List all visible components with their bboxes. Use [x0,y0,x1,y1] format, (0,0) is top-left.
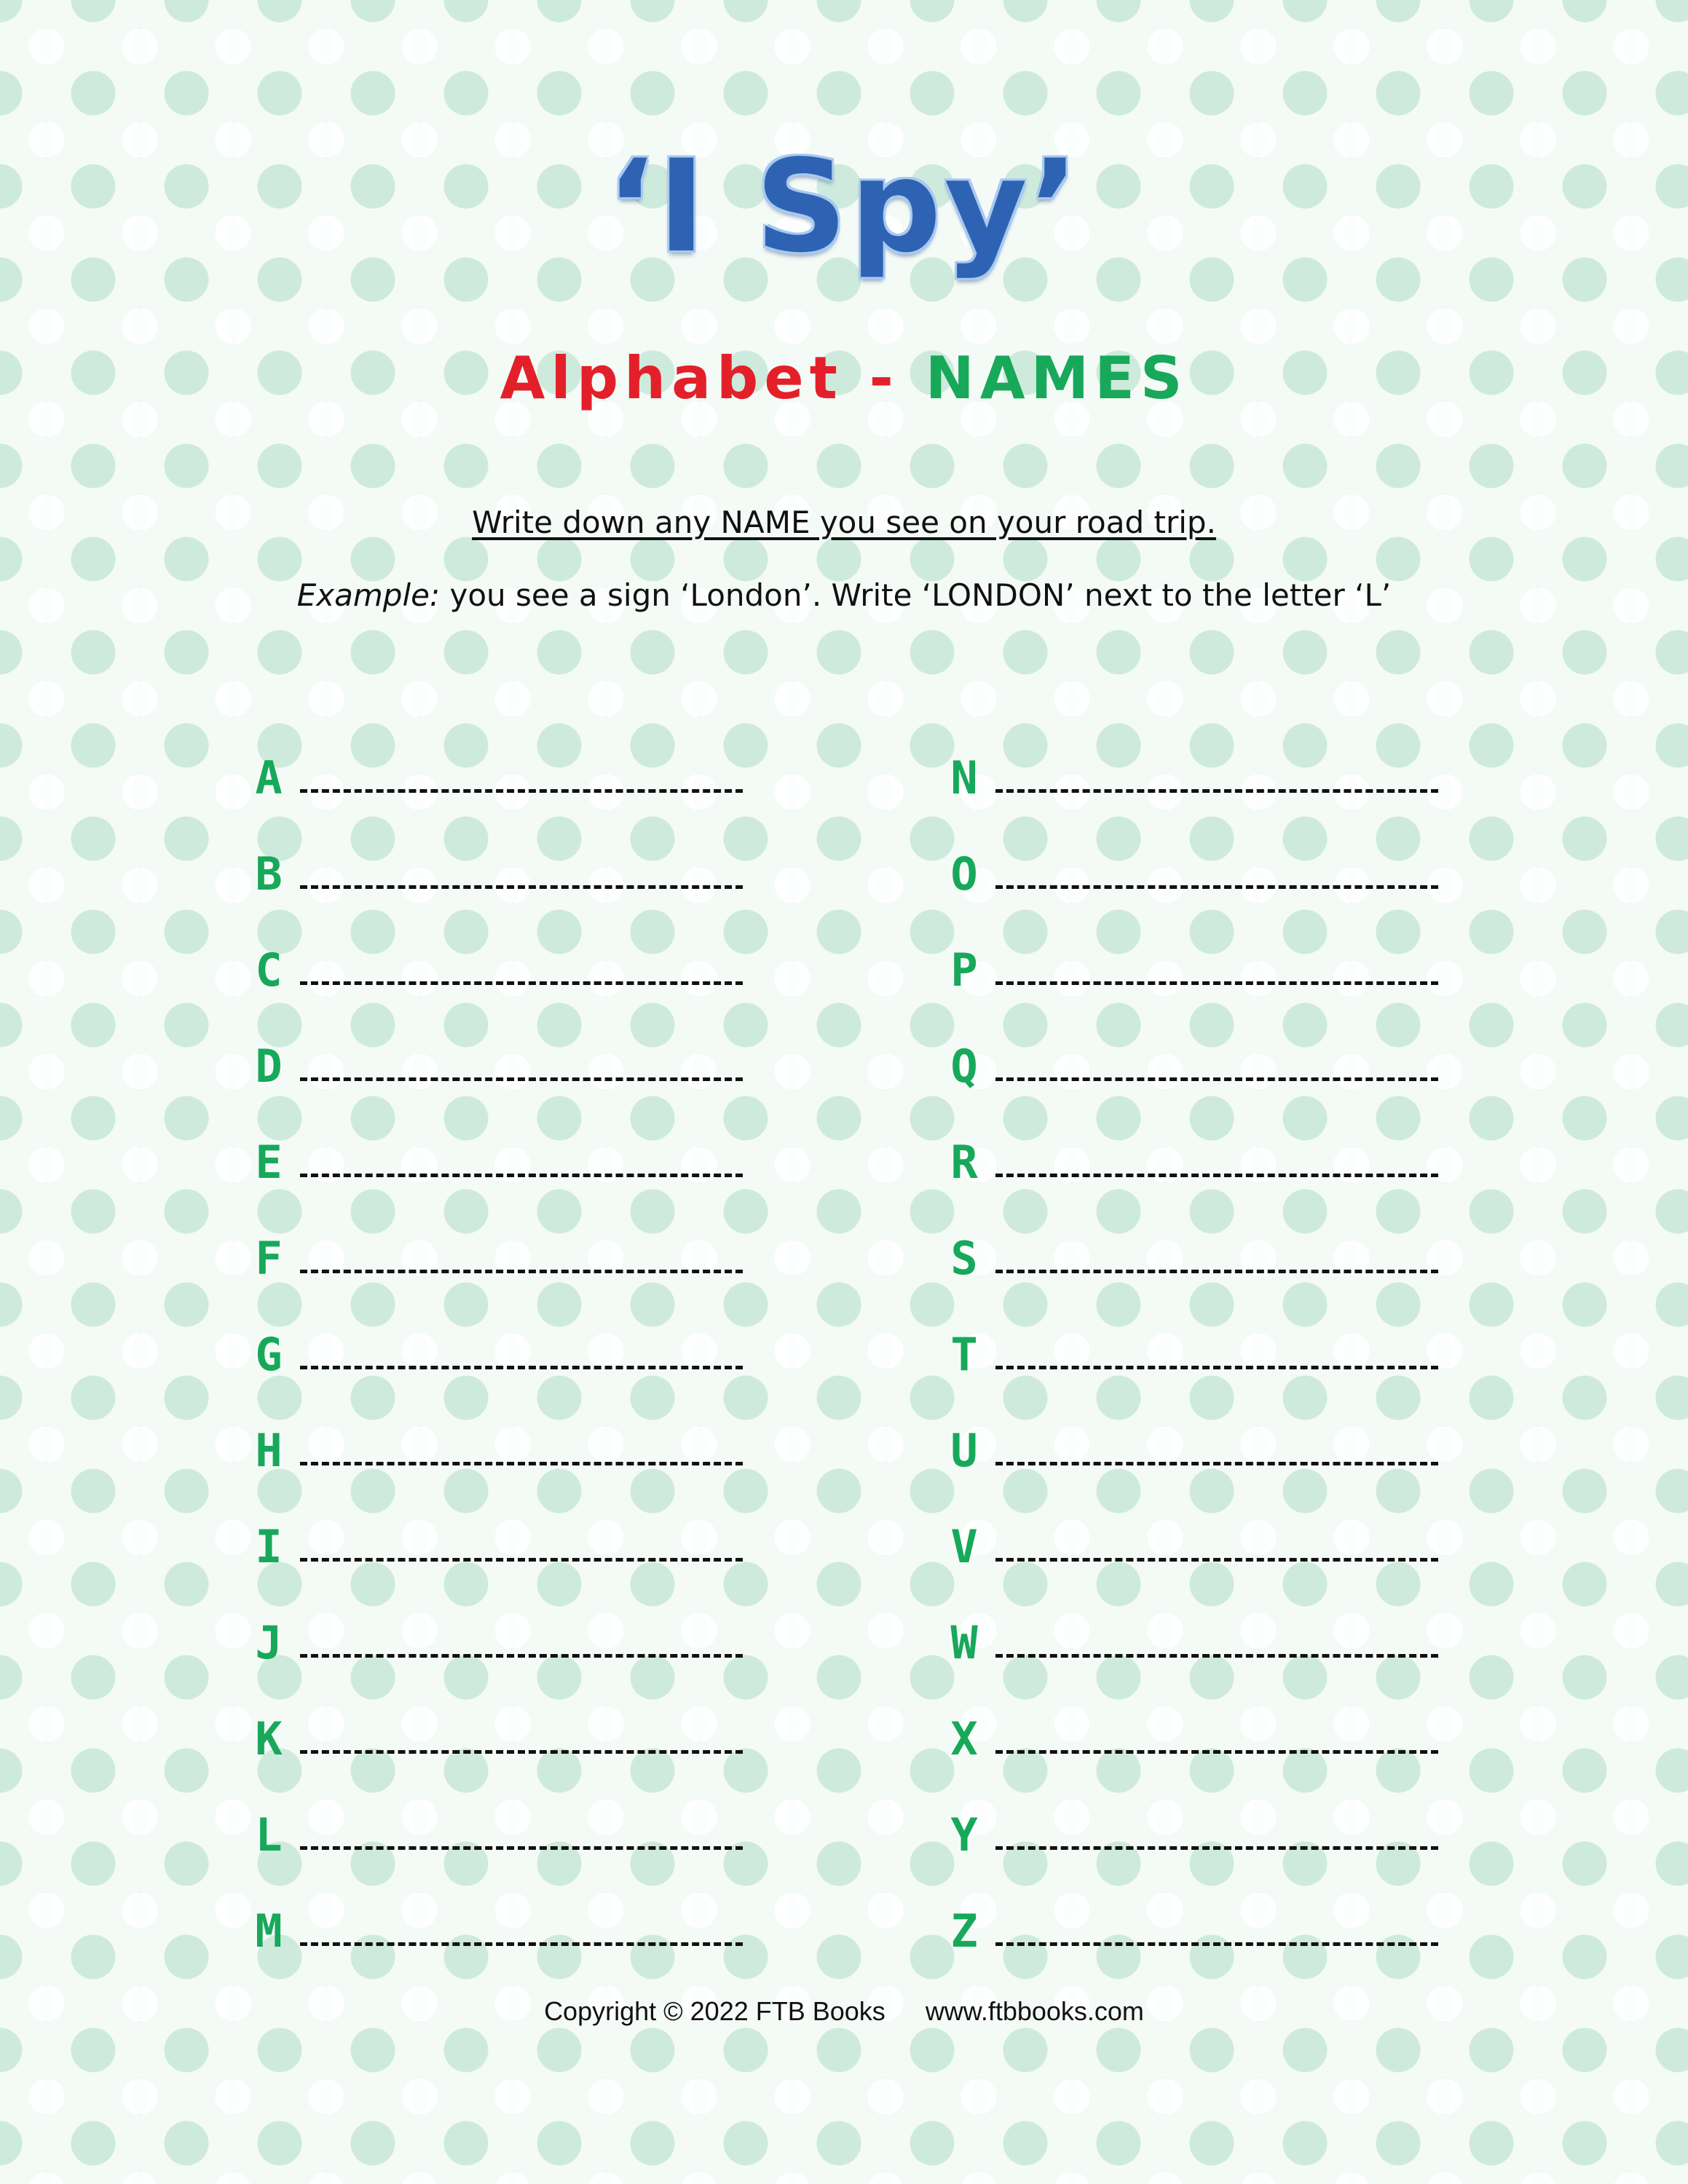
letter-label: G [255,1328,283,1381]
write-in-line[interactable] [300,1366,743,1369]
letter-row [936,1101,1460,1198]
letter-row [240,1870,765,1966]
letter-label: A [255,751,283,804]
website-link[interactable]: www.ftbbooks.com [925,1996,1144,2026]
letter-row [240,1198,765,1294]
letter-row [240,909,765,1005]
write-in-line[interactable] [300,1942,743,1946]
letter-row [240,1774,765,1870]
letter-label: J [255,1616,283,1669]
write-in-line[interactable] [995,1558,1438,1562]
instructions: Write down any NAME you see on your road trip. [472,505,1216,540]
write-in-line[interactable] [300,1558,743,1562]
letter-row [240,1678,765,1774]
write-in-line[interactable] [995,1462,1438,1465]
letter-label: S [950,1232,978,1285]
letter-row [240,717,765,813]
letter-label: V [950,1520,978,1573]
write-in-line[interactable] [300,1270,743,1273]
letter-label: R [950,1136,978,1189]
letter-label: L [255,1808,283,1861]
letter-label: E [255,1136,283,1189]
letter-row [936,813,1460,909]
page-subtitle [0,342,1688,415]
write-in-line[interactable] [995,885,1438,889]
letter-label: Q [950,1040,978,1093]
letters-column-left [240,717,765,1966]
write-in-line[interactable] [995,1750,1438,1754]
letter-row [240,1294,765,1390]
write-in-line[interactable] [300,1462,743,1465]
letter-row [936,1870,1460,1966]
letter-row [936,1678,1460,1774]
example-text [0,574,1688,617]
letter-label: Y [950,1808,978,1861]
letter-row [240,813,765,909]
letters-column-right [936,717,1460,1966]
letter-row [936,1198,1460,1294]
write-in-line[interactable] [995,1174,1438,1177]
letter-label: H [255,1424,283,1477]
letter-label: W [950,1616,978,1669]
letter-label: T [950,1328,978,1381]
copyright-text: Copyright © 2022 FTB Books [544,1996,886,2026]
letter-label: B [255,847,283,901]
write-in-line[interactable] [995,1942,1438,1946]
page-title: ‘I Spy’ [606,133,1082,281]
letter-label: Z [950,1904,978,1958]
write-in-line[interactable] [300,1077,743,1081]
letter-row [240,1582,765,1678]
letter-label: F [255,1232,283,1285]
letter-row [936,1774,1460,1870]
letter-row [240,1486,765,1582]
letter-label: M [255,1904,283,1958]
letter-label: X [950,1712,978,1765]
write-in-line[interactable] [300,981,743,985]
write-in-line[interactable] [995,1077,1438,1081]
letter-row [936,1005,1460,1101]
subtitle-alphabet: Alphabet - [500,344,926,412]
letter-row [936,1582,1460,1678]
letter-label: N [950,751,978,804]
letter-row [240,1005,765,1101]
write-in-line[interactable] [995,1270,1438,1273]
letter-row [936,1486,1460,1582]
example-label: Example: [296,577,441,613]
letter-row [240,1390,765,1486]
letter-row [936,909,1460,1005]
letter-row [936,1294,1460,1390]
letter-row [936,1390,1460,1486]
write-in-line[interactable] [995,981,1438,985]
write-in-line[interactable] [995,789,1438,793]
letter-row [936,717,1460,813]
example-body: you see a sign ‘London’. Write ‘LONDON’ next to the letter ‘L’ [440,577,1392,613]
write-in-line[interactable] [300,789,743,793]
letter-label: I [255,1520,283,1573]
write-in-line[interactable] [995,1366,1438,1369]
footer [0,1993,1688,2030]
letter-label: C [255,943,283,997]
write-in-line[interactable] [995,1846,1438,1850]
letter-label: D [255,1040,283,1093]
letter-row [240,1101,765,1198]
write-in-line[interactable] [995,1654,1438,1658]
write-in-line[interactable] [300,885,743,889]
letter-label: P [950,943,978,997]
write-in-line[interactable] [300,1654,743,1658]
write-in-line[interactable] [300,1846,743,1850]
write-in-line[interactable] [300,1174,743,1177]
letter-label: K [255,1712,283,1765]
letter-label: O [950,847,978,901]
write-in-line[interactable] [300,1750,743,1754]
subtitle-names: NAMES [925,344,1188,412]
letter-label: U [950,1424,978,1477]
